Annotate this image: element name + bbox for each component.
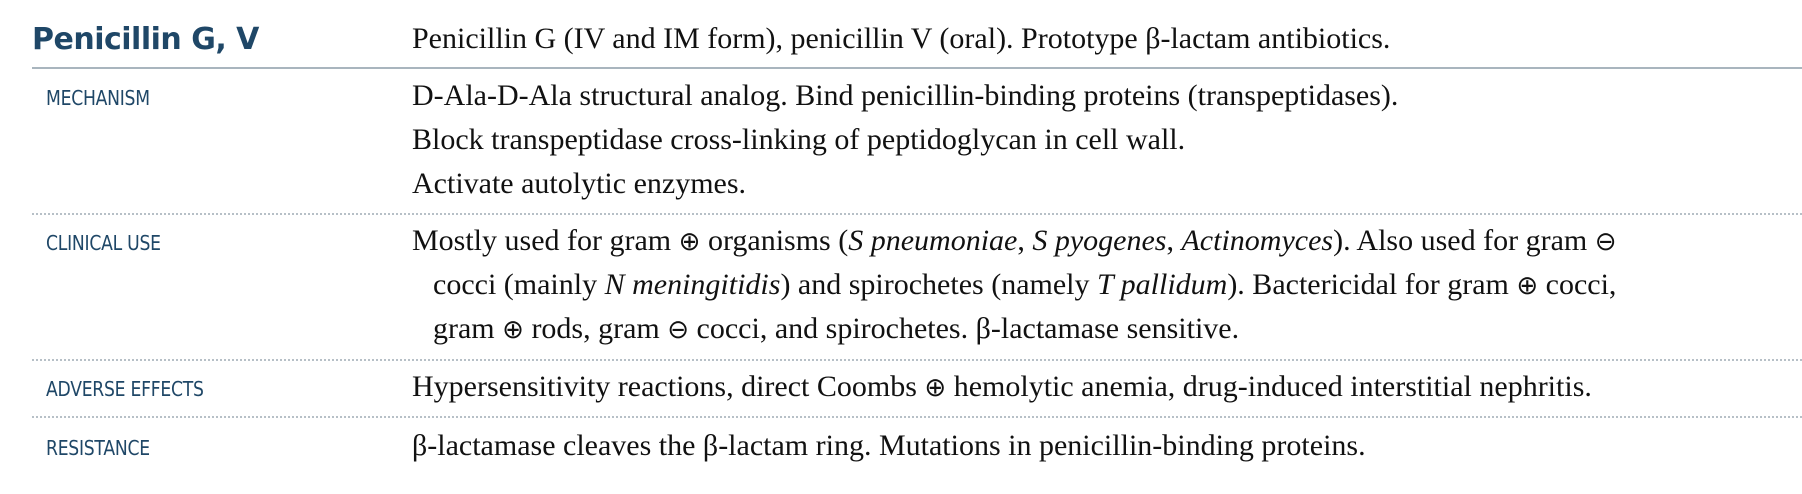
positive-symbol: ⊕	[924, 373, 947, 403]
clinical-use-line-3: gram ⊕ rods, gram ⊖ cocci, and spirochetes. β-lactamase sensitive.	[433, 312, 1240, 345]
section-divider	[32, 359, 1802, 361]
gram-negative-symbol: ⊖	[667, 315, 690, 345]
gram-negative-symbol: ⊖	[1594, 227, 1617, 257]
resistance-text: β-lactamase cleaves the β-lactam ring. Mutations in penicillin-binding proteins.	[412, 429, 1366, 462]
resistance-label: RESISTANCE	[46, 436, 150, 460]
section-divider	[32, 416, 1802, 418]
clinical-use-label: CLINICAL USE	[46, 231, 161, 255]
adverse-effects-text: Hypersensitivity reactions, direct Coombs ⊕ hemolytic anemia, drug-induced interstitial nephritis.	[412, 370, 1592, 403]
clinical-use-line-2: cocci (mainly N meningitidis) and spirochetes (namely T pallidum). Bactericidal for gram ⊕ cocci,	[433, 268, 1617, 301]
header-divider	[32, 67, 1802, 69]
adverse-effects-label: ADVERSE EFFECTS	[46, 377, 204, 401]
clinical-use-line-1: Mostly used for gram ⊕ organisms (S pneumoniae, S pyogenes, Actinomyces). Also used for gram ⊖	[412, 224, 1617, 257]
section-divider	[32, 213, 1802, 215]
gram-positive-symbol: ⊕	[1516, 271, 1539, 301]
gram-positive-symbol: ⊕	[502, 315, 524, 345]
mechanism-line-3: Activate autolytic enzymes.	[412, 167, 747, 200]
mechanism-line-2: Block transpeptidase cross-linking of peptidoglycan in cell wall.	[412, 123, 1186, 156]
mechanism-label: MECHANISM	[46, 86, 150, 110]
drug-title: Penicillin G, V	[32, 22, 259, 57]
gram-positive-symbol: ⊕	[678, 227, 701, 257]
drug-intro: Penicillin G (IV and IM form), penicillin V (oral). Prototype β-lactam antibiotics.	[412, 22, 1391, 55]
mechanism-line-1: D-Ala-D-Ala structural analog. Bind penicillin-binding proteins (transpeptidases).	[412, 79, 1399, 112]
